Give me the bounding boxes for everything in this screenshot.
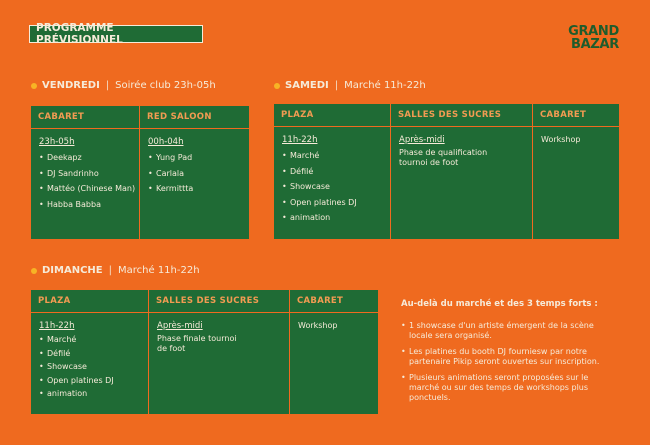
- vendredi-day-name: VENDREDI: [42, 80, 100, 91]
- list-item: • Open platines DJ: [282, 198, 390, 208]
- samedi-heading: [274, 80, 426, 91]
- vendredi-subtitle: Soirée club 23h-05h: [115, 80, 216, 91]
- programme-tag: [29, 22, 203, 46]
- separator: |: [108, 265, 112, 276]
- logo-line-1: GRAND: [568, 24, 619, 39]
- list-item: • Défilé: [39, 349, 148, 359]
- list-item: • Showcase: [39, 362, 148, 372]
- vendredi-col-cabaret: [31, 106, 140, 239]
- time-range: Après-midi: [399, 135, 445, 145]
- column-header: CABARET: [533, 104, 619, 127]
- samedi-col-cabaret: [533, 104, 619, 239]
- bullet-dot-icon: [274, 83, 280, 89]
- column-header: PLAZA: [274, 104, 390, 127]
- dimanche-col-plaza: [31, 290, 149, 414]
- dimanche-subtitle: Marché 11h-22h: [118, 265, 200, 276]
- samedi-day-name: SAMEDI: [285, 80, 329, 91]
- bullet-dot-icon: [31, 83, 37, 89]
- dimanche-heading: [31, 265, 200, 276]
- samedi-subtitle: Marché 11h-22h: [344, 80, 426, 91]
- list-item: • Yung Pad: [148, 153, 249, 163]
- vendredi-col-red-saloon: [140, 106, 249, 239]
- time-range: Après-midi: [157, 321, 203, 331]
- event-description: Workshop: [541, 135, 581, 144]
- dimanche-col-cabaret: [290, 290, 378, 414]
- list-item: • Les platines du booth DJ fourniesw par notre partenaire Pikip seront ouvertes sur inscription.: [401, 347, 609, 367]
- event-description: Workshop: [298, 321, 338, 330]
- list-item: • Habba Babba: [39, 200, 139, 210]
- bullet-dot-icon: [31, 268, 37, 274]
- list-item: • Plusieurs animations seront proposées sur le marché ou sur des temps de workshops plus ponctuels.: [401, 373, 609, 403]
- dimanche-col-salles-des-sucres: [149, 290, 290, 414]
- list-item: • Showcase: [282, 182, 390, 192]
- list-item: • DJ Sandrinho: [39, 169, 139, 179]
- info-block: [401, 299, 616, 409]
- samedi-panel: [274, 104, 619, 239]
- list-item: • 1 showcase d'un artiste émergent de la scène locale sera organisé.: [401, 321, 594, 341]
- info-title: Au-delà du marché et des 3 temps forts :: [401, 299, 598, 309]
- logo-line-2: BAZAR: [571, 37, 619, 52]
- vendredi-panel: [31, 106, 249, 239]
- list-item: • Marché: [282, 151, 390, 161]
- list-item: • Deekapz: [39, 153, 139, 163]
- vendredi-heading: [31, 80, 216, 91]
- artist-list: [39, 153, 139, 209]
- column-header: SALLES DES SUCRES: [149, 290, 289, 313]
- dimanche-panel: [31, 290, 378, 414]
- programme-tag-label: PROGRAMME PRÉVISIONNEL: [36, 22, 123, 46]
- dimanche-day-name: DIMANCHE: [42, 265, 103, 276]
- event-description: Phase de qualification tournoi de foot: [399, 148, 488, 167]
- list-item: • Mattéo (Chinese Man): [39, 184, 139, 194]
- list-item: • Défilé: [282, 167, 390, 177]
- activity-list: [282, 151, 390, 223]
- column-header: CABARET: [31, 106, 139, 129]
- time-range: 23h-05h: [39, 137, 75, 147]
- artist-list: [148, 153, 249, 194]
- list-item: • animation: [39, 389, 148, 399]
- info-list: [401, 321, 616, 403]
- time-range: 11h-22h: [39, 321, 75, 331]
- time-range: 00h-04h: [148, 137, 184, 147]
- activity-list: [39, 335, 148, 399]
- separator: |: [105, 80, 110, 91]
- column-header: RED SALOON: [140, 106, 249, 129]
- event-description: Phase finale tournoi de foot: [157, 334, 237, 353]
- samedi-col-salles-des-sucres: [391, 104, 533, 239]
- samedi-col-plaza: [274, 104, 391, 239]
- list-item: • Open platines DJ: [39, 376, 148, 386]
- separator: |: [334, 80, 339, 91]
- list-item: • Marché: [39, 335, 148, 345]
- grand-bazar-logo: [568, 25, 619, 51]
- list-item: • animation: [282, 213, 390, 223]
- column-header: PLAZA: [31, 290, 148, 313]
- list-item: • Carlala: [148, 169, 249, 179]
- list-item: • Kermittta: [148, 184, 249, 194]
- time-range: 11h-22h: [282, 135, 318, 145]
- column-header: CABARET: [290, 290, 378, 313]
- column-header: SALLES DES SUCRES: [391, 104, 532, 127]
